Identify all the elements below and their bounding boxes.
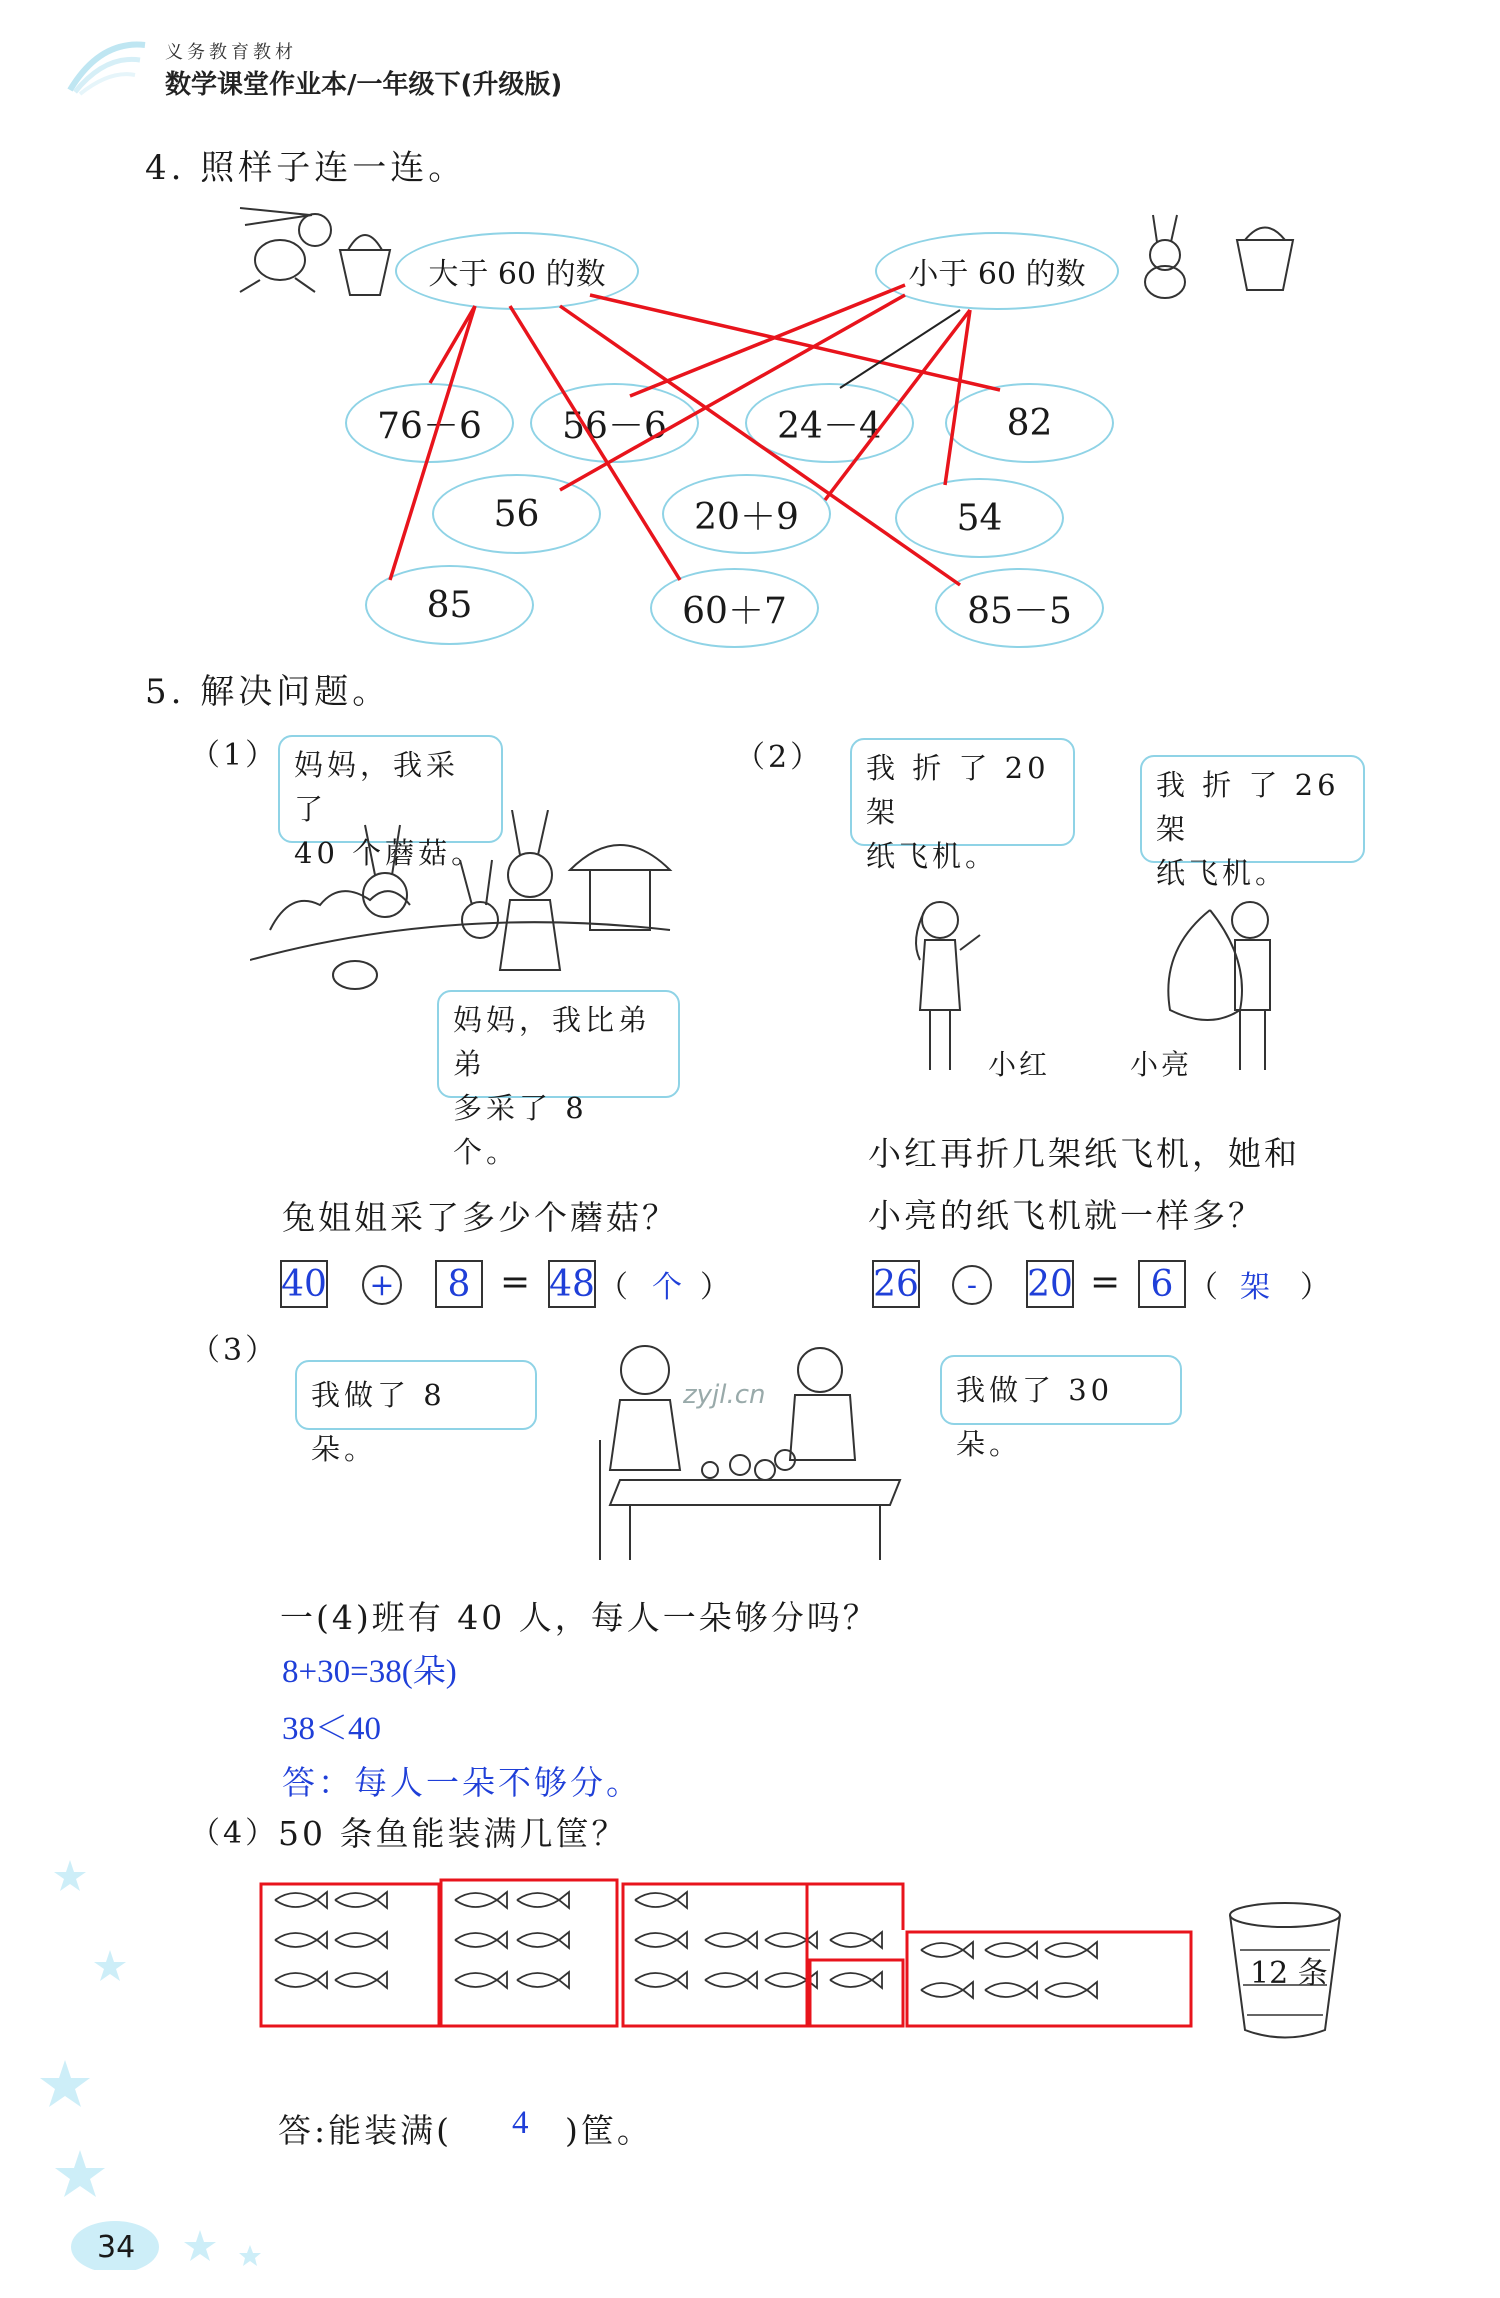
bubble-line: 纸飞机。 [866, 839, 999, 873]
fish-icon [1045, 1942, 1097, 1958]
q5-part2-question-line: 小红再折几架纸飞机，她和 [868, 1134, 1300, 1173]
unit-answer[interactable]: 个 [652, 1271, 685, 1304]
q4-item[interactable]: 54 [895, 478, 1064, 558]
answer-line[interactable]: 8+30=38(朵) [282, 1654, 457, 1690]
fish-icon [830, 1932, 882, 1948]
q5-part4-answer-value[interactable]: 4 [512, 2105, 532, 2141]
fish-icon [985, 1982, 1037, 1998]
group-box [907, 1932, 1191, 2026]
q4-item[interactable]: 56 [432, 474, 601, 554]
q5-part4-question: 50 条鱼能装满几筐？ [278, 1814, 628, 1853]
fish-icon [1045, 1982, 1097, 1998]
bubble-line: 我 折 了 26 架 [1156, 768, 1340, 846]
group-box [623, 1884, 807, 2026]
speech-bubble: 我做了 8 朵。 [295, 1360, 537, 1430]
q4-category-left: 大于 60 的数 [395, 232, 639, 310]
q4-item[interactable]: 60＋7 [650, 568, 819, 648]
paren-close: ） [1300, 1270, 1333, 1305]
q4-match-lines [0, 0, 1500, 700]
fish-icon [275, 1932, 327, 1948]
speech-bubble [1140, 755, 1365, 890]
header-series: 义务教育教材 [165, 42, 297, 63]
equals-sign: = [500, 1262, 534, 1303]
equals-sign: = [1090, 1262, 1124, 1303]
match-line [590, 295, 1000, 390]
fish-icon [765, 1932, 817, 1948]
unit-answer[interactable]: 架 [1240, 1271, 1273, 1304]
fish-icon [455, 1932, 507, 1948]
q4-item[interactable]: 76－6 [345, 383, 514, 463]
fish-icon [275, 1972, 327, 1988]
q4-item[interactable]: 82 [945, 383, 1114, 463]
fish-icon [985, 1942, 1037, 1958]
bubble-line: 纸飞机。 [1156, 856, 1289, 890]
answer-box[interactable]: 6 [1138, 1260, 1186, 1308]
q4-item[interactable]: 24－4 [745, 383, 914, 463]
q5-part3-question: 一(4)班有 40 人，每人一朵够分吗？ [280, 1598, 879, 1637]
header-book-title: 数学课堂作业本/一年级下(升级版) [165, 70, 563, 100]
fish-icon [635, 1892, 687, 1908]
answer-box[interactable]: 8 [435, 1260, 483, 1308]
q5-part2-number: （2） [735, 740, 824, 775]
fish-icon [921, 1982, 973, 1998]
answer-box[interactable]: 40 [280, 1260, 328, 1308]
q5-part2-question-line: 小亮的纸飞机就一样多？ [868, 1196, 1264, 1235]
decorative-stars [40, 1850, 280, 2270]
q4-item[interactable]: 85－5 [935, 568, 1104, 648]
answer-box[interactable]: 26 [872, 1260, 920, 1308]
fish-icon [275, 1892, 327, 1908]
speech-bubble [850, 738, 1075, 873]
fish-icon [705, 1972, 757, 1988]
paren-open: （ [598, 1270, 631, 1305]
q4-item[interactable]: 20＋9 [662, 474, 831, 554]
match-line [510, 306, 680, 580]
operator-circle[interactable]: - [952, 1265, 992, 1305]
bubble-line: 40 个蘑菇。 [294, 836, 485, 870]
q4-item[interactable]: 85 [365, 565, 534, 645]
q5-part4-answer-prefix: 答:能装满( [278, 2111, 452, 2150]
fish-icon [517, 1892, 569, 1908]
page-number: 34 [97, 2230, 136, 2265]
fish-icon [335, 1932, 387, 1948]
basket-label: 12 条 [1250, 1956, 1328, 1991]
q5-part4-number: （4） [190, 1816, 279, 1851]
fish-icon [455, 1892, 507, 1908]
name-xiaoliang: 小亮 [1130, 1048, 1193, 1081]
rabbits-mushroom-illustration [250, 810, 680, 1010]
q5-title: 5. 解决问题。 [145, 672, 391, 712]
watermark: zyjl.cn [683, 1380, 766, 1410]
answer-box[interactable]: 20 [1026, 1260, 1074, 1308]
fish-icon [921, 1942, 973, 1958]
answer-box[interactable]: 48 [548, 1260, 596, 1308]
fish-icon [635, 1972, 687, 1988]
fish-icon [635, 1932, 687, 1948]
bubble-line: 多采了 8 个。 [453, 1091, 588, 1169]
q5-part3-number: （3） [190, 1333, 279, 1368]
bubble-line: 我 折 了 20 架 [866, 751, 1050, 829]
operator-circle[interactable]: + [362, 1265, 402, 1305]
fish-icon [335, 1972, 387, 1988]
match-line [430, 306, 475, 383]
speech-bubble: 我做了 30 朵。 [940, 1355, 1182, 1425]
q4-category-right: 小于 60 的数 [875, 232, 1119, 310]
fish-groups [255, 1870, 1255, 2070]
match-line [630, 285, 905, 396]
match-line [390, 306, 475, 580]
fish-icon [517, 1932, 569, 1948]
bubble-line: 妈妈，我采了 [294, 748, 460, 826]
answer-line[interactable]: 答：每人一朵不够分。 [282, 1766, 642, 1802]
group-box [441, 1880, 617, 2026]
answer-line[interactable]: 38＜40 [282, 1711, 381, 1747]
group-box-extension [623, 1884, 903, 1930]
group-box-extension [810, 1960, 903, 2026]
children-illustration [880, 880, 1300, 1080]
paren-close: ） [700, 1270, 733, 1305]
fish-icon [335, 1892, 387, 1908]
q4-title: 4. 照样子连一连。 [145, 148, 467, 188]
fish-icon [517, 1972, 569, 1988]
paren-open: （ [1188, 1270, 1221, 1305]
q5-part1-question: 兔姐姐采了多少个蘑菇？ [282, 1198, 678, 1237]
fish-icon [830, 1972, 882, 1988]
bubble-line: 妈妈，我比弟弟 [453, 1003, 652, 1081]
q4-item[interactable]: 56－6 [530, 383, 699, 463]
q5-part1-number: （1） [190, 738, 279, 773]
name-xiaohong: 小红 [988, 1048, 1051, 1081]
speech-bubble [437, 990, 680, 1169]
fish-icon [705, 1932, 757, 1948]
table-crafting-illustration [590, 1330, 920, 1570]
fish-icon [455, 1972, 507, 1988]
q5-part4-answer-suffix: )筐。 [565, 2111, 653, 2150]
